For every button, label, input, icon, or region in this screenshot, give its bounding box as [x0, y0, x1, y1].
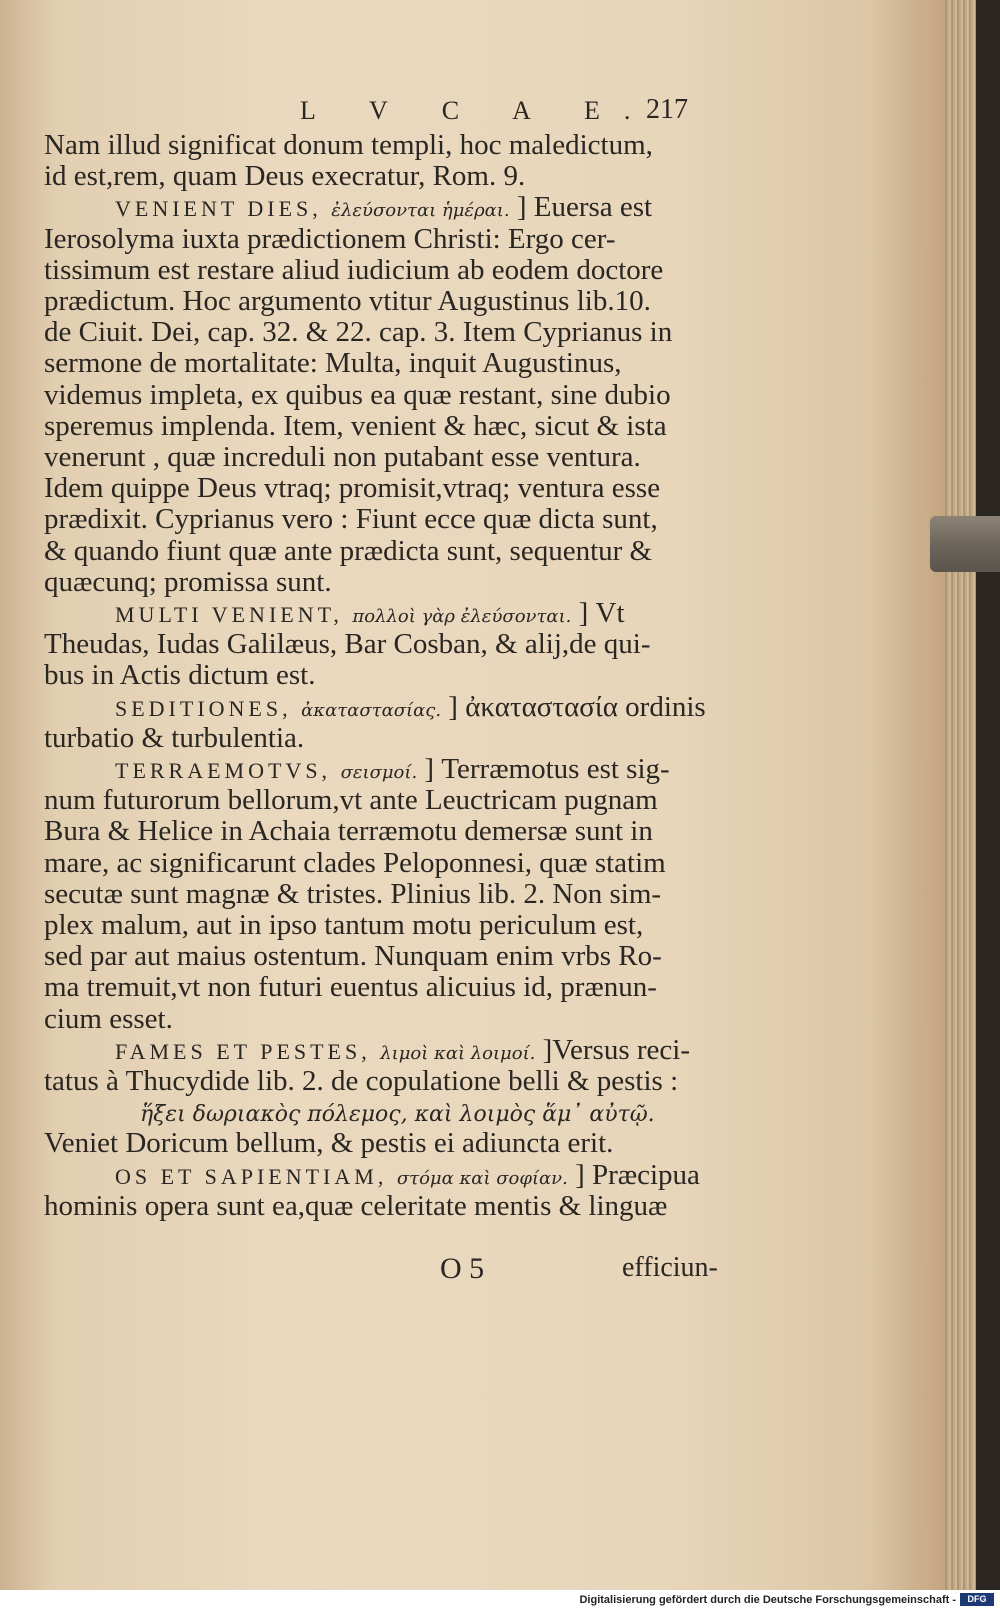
text-line: cium esset.: [44, 1002, 173, 1035]
text-line: num futurorum bellorum,vt ante Leuctricam pugnam: [44, 784, 658, 817]
text-line: venerunt , quæ increduli non putabant esse ventura.: [44, 441, 641, 473]
text-line: tissimum est restare aliud iudicium ab eodem doctore: [44, 253, 664, 286]
text-line: Ierosolyma iuxta prædictionem Christi: Ergo cer-: [44, 222, 616, 255]
greek-verse: ἥξει δωριακὸς πόλεμος, καὶ λοιμὸς ἅμ᾽ αὐτῷ.: [140, 1102, 655, 1128]
greek-term: λιμοὶ καὶ λοιμοί.: [380, 1042, 536, 1064]
text-line: [140, 1097, 830, 1130]
text-line: id est,rem, quam Deus execratur, Rom. 9.: [44, 160, 526, 193]
greek-term: πολλοὶ γὰρ ἐλεύσονται.: [352, 606, 572, 627]
text-line: tatus à Thucydide lib. 2. de copulatione belli & pestis :: [44, 1065, 679, 1097]
lemma-caps: OS ET SAPIENTIAM,: [115, 1163, 397, 1189]
signature-mark: O 5: [440, 1252, 485, 1285]
text-line: Idem quippe Deus vtraq; promisit,vtraq; ventura esse: [44, 472, 661, 505]
lemma-caps: VENIENT DIES,: [115, 196, 332, 222]
footer-credit: Digitalisierung gefördert durch die Deutsche Forschungsgemeinschaft -: [579, 1594, 956, 1606]
dfg-logo: DFG: [960, 1593, 994, 1606]
text-line: & quando fiunt quæ ante prædicta sunt, sequentur &: [44, 534, 653, 567]
lemma-comment: ]Versus reci-: [535, 1033, 690, 1066]
text-line: secutæ sunt magnæ & tristes. Plinius lib. 2. Non sim-: [44, 877, 662, 910]
text-line: Theudas, Iudas Galilæus, Bar Cosban, & alij,de qui-: [44, 628, 651, 661]
running-title: L V C A E.: [300, 96, 655, 125]
greek-term: ἐλεύσονται ἡμέραι.: [331, 200, 510, 222]
text-line: [115, 692, 805, 726]
text-line: Bura & Helice in Achaia terræmotu demersæ sunt in: [44, 815, 653, 848]
text-line: [115, 598, 805, 632]
text-line: [115, 1160, 805, 1194]
page-number: 217: [646, 94, 688, 125]
text-line: bus in Actis dictum est.: [44, 659, 316, 692]
text-line: sermone de mortalitate: Multa, inquit Augustinus,: [44, 347, 622, 380]
greek-term: ἀκαταστασίας.: [301, 699, 442, 721]
text-line: videmus impleta, ex quibus ea quæ restant, sine dubio: [44, 378, 671, 411]
lemma-caps: FAMES ET PESTES,: [115, 1038, 381, 1064]
text-line: de Ciuit. Dei, cap. 32. & 22. cap. 3. Item Cyprianus in: [44, 316, 673, 349]
text-line: turbatio & turbulentia.: [44, 721, 305, 754]
text-line: plex malum, aut in ipso tantum motu periculum est,: [44, 909, 644, 941]
footer-bar: [0, 1590, 1000, 1610]
lemma-comment: ] Præcipua: [567, 1158, 700, 1191]
lemma-caps: TERRAEMOTVS,: [115, 758, 341, 783]
greek-term: σεισμοί.: [340, 762, 418, 783]
text-line: [115, 192, 805, 226]
text-line: prædixit. Cyprianus vero : Fiunt ecce quæ dicta sunt,: [44, 503, 658, 536]
text-line: [115, 1035, 805, 1069]
lemma-comment: ] Vt: [571, 597, 625, 629]
text-line: prædictum. Hoc argumento vtitur Augustinus lib.10.: [44, 285, 651, 317]
text-line: [115, 754, 805, 788]
lemma-comment: ] Euersa est: [509, 191, 653, 224]
book-clasp: [930, 516, 1000, 572]
text-line: Nam illud significat donum templi, hoc maledictum,: [44, 129, 653, 161]
text-line: sed par aut maius ostentum. Nunquam enim vrbs Ro-: [44, 940, 662, 973]
lemma-caps: SEDITIONES,: [115, 695, 302, 721]
text-line: Veniet Doricum bellum, & pestis ei adiuncta erit.: [44, 1127, 614, 1160]
text-line: ma tremuit,vt non futuri euentus alicuius id, prænun-: [44, 971, 657, 1004]
text-line: speremus implenda. Item, venient & hæc, sicut & ista: [44, 409, 667, 442]
text-line: hominis opera sunt ea,quæ celeritate mentis & linguæ: [44, 1189, 668, 1222]
text-line: quæcunq; promissa sunt.: [44, 565, 332, 598]
greek-term: στόμα καὶ σοφίαν.: [396, 1167, 568, 1189]
catchword: efficiun-: [622, 1252, 718, 1283]
text-line: mare, ac significarunt clades Peloponnesi, quæ statim: [44, 846, 666, 879]
lemma-comment: ] Terræmotus est sig-: [417, 753, 670, 785]
lemma-caps: MULTI VENIENT,: [115, 602, 353, 627]
lemma-comment: ] ἀκαταστασία ordinis: [441, 690, 706, 723]
